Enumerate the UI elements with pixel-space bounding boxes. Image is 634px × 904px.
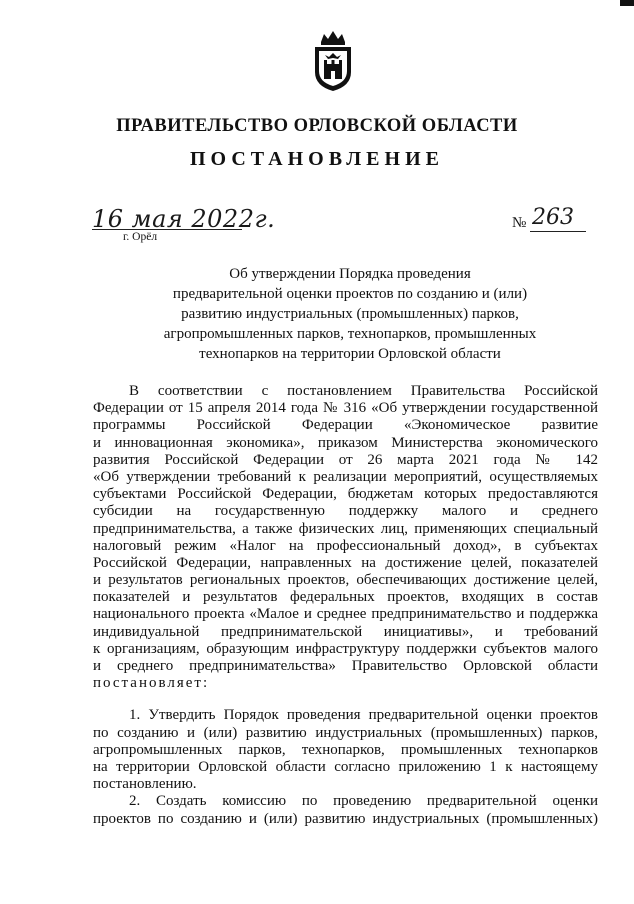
title-line: Об утверждении Порядка проведения <box>229 266 471 282</box>
preamble-line: «Об утверждении требований к реализации мероприятий, осуществляемых <box>93 468 598 485</box>
preamble-line: Федерации от 15 апреля 2014 года № 316 «Об утверждении государственной <box>93 400 598 417</box>
preamble-line: Российской Федерации, направленных на достижение целей, показателей <box>93 554 598 571</box>
corner-mark <box>620 0 634 6</box>
document-number: 263 <box>532 205 574 230</box>
item1-line: постановлению. <box>93 776 197 793</box>
item1-line: 1. Утвердить Порядок проведения предварительной оценки проектов <box>129 707 598 724</box>
decree-word: постановляет: <box>93 675 210 692</box>
preamble-line: и инновационная экономика», приказом Министерства экономического <box>93 434 598 451</box>
preamble-line: и среднего предпринимательства» Правительство Орловской области <box>93 658 598 674</box>
preamble-line: программы Российской Федерации «Экономическое развитие <box>93 417 598 434</box>
item1-line: по созданию и (или) развитию индустриальных (промышленных) парков, <box>93 724 598 741</box>
title-line: технопарков на территории Орловской области <box>199 346 501 362</box>
document-city: г. Орёл <box>123 231 158 243</box>
document-type: ПОСТАНОВЛЕНИЕ <box>190 148 444 170</box>
item1-line: на территории Орловской области согласно приложению 1 к настоящему <box>93 758 598 775</box>
coat-of-arms-icon <box>311 28 355 92</box>
preamble-line: к организациям, образующим инфраструктуру поддержки субъектов малого <box>93 640 598 657</box>
preamble-line: показателей и результатов федеральных проектов, входящих в состав <box>93 589 598 606</box>
item1-line: агропромышленных парков, технопарков, промышленных технопарков <box>93 741 598 758</box>
title-line: агропромышленных парков, технопарков, промышленных <box>163 326 537 342</box>
preamble-line: субъектами Российской Федерации, бюджетам которых предоставляются <box>93 486 598 503</box>
title-line: развитию индустриальных (промышленных) парков, <box>181 306 519 322</box>
document-title <box>100 264 600 364</box>
title-line: предварительной оценки проектов по созданию и (или) <box>172 286 528 302</box>
preamble-line: индивидуальной предпринимательской инициативы», и требований <box>93 623 598 640</box>
document-date: 16 мая 2022г. <box>92 205 276 233</box>
number-underline <box>530 231 586 232</box>
preamble-line: развития Российской Федерации от 26 марта 2021 года № 142 <box>93 451 598 468</box>
number-sign: № <box>512 215 527 231</box>
item2-line: проектов по созданию и (или) развитию индустриальных (промышленных) <box>93 810 598 827</box>
preamble-line: субсидии на государственную поддержку малого и среднего <box>93 503 598 520</box>
preamble-line: предпринимательства, а также физических лиц, применяющих специальный <box>93 520 598 537</box>
date-underline <box>92 229 242 230</box>
preamble-line: В соответствии с постановлением Правительства Российской <box>129 383 598 399</box>
preamble-line: и результатов региональных проектов, обеспечивающих достижение целей, <box>93 572 598 589</box>
item2-line: 2. Создать комиссию по проведению предварительной оценки <box>129 793 598 810</box>
preamble-line: налоговый режим «Налог на профессиональный доход», в субъектах <box>93 537 598 554</box>
organization-name: ПРАВИТЕЛЬСТВО ОРЛОВСКОЙ ОБЛАСТИ <box>116 116 518 136</box>
preamble-line: национального проекта «Малое и среднее предпринимательство и поддержка <box>93 606 598 623</box>
document-body <box>93 383 598 828</box>
